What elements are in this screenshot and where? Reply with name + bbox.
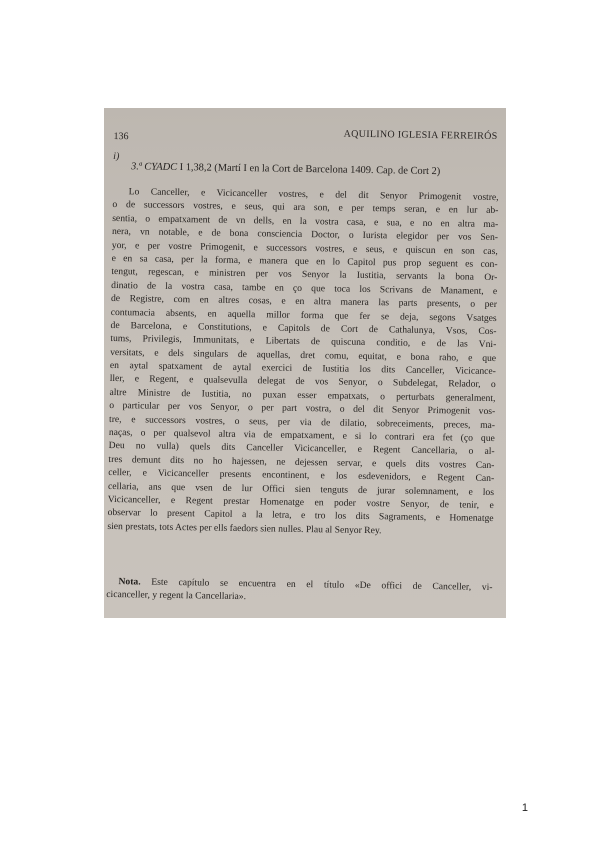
body-line: Lo Canceller, e Vicicanceller vostres, e del dit Senyor Primogenit vostre,	[128, 186, 499, 204]
body-line: o de successors vostres, e seus, qui ara son, e per temps seran, e en lur ab-	[112, 199, 499, 217]
body-line: tengut, regescan, e ministren per vos Senyor la Iustitia, servants la bona Or-	[111, 266, 498, 284]
section-heading	[131, 161, 505, 178]
body-line: ller, e Regent, e qualsevulla delegat de vos Senyor, o Subdelegat, Relador, o	[109, 373, 496, 391]
body-line: Vicicanceller, e Regent prestar Homenatge en poder vostre Senyor, de tenir, e	[107, 493, 494, 511]
pdf-page-number: 1	[521, 802, 528, 814]
running-head	[113, 125, 497, 147]
book-page-number: 136	[113, 130, 129, 143]
body-line: observar lo present Capitol a la letra, e tro los dits Sagraments, e Homenatge	[107, 507, 494, 525]
running-title: AQUILINO IGLESIA FERREIRÓS	[343, 128, 498, 143]
body-line: Deu no vulla) quels dits Canceller Vicicanceller, e Regent Cancellaria, o al-	[108, 440, 495, 458]
body-line: dinatio de la vostra casa, tambe en ço que toca los Scrivans de Manament, e	[111, 279, 498, 297]
body-line: celler, e Vicicanceller presents encontinent, e los esdevenidors, e Regent Can-	[108, 467, 495, 485]
scanned-page-content	[104, 108, 506, 618]
heading-reference: 3.ª CYADC	[130, 161, 178, 173]
body-line: contumacia absents, en aquella millor forma que fer se deja, segons Vsatges	[110, 306, 497, 324]
body-line: de Barcelona, e Constitutions, e Capitols de Cort de Cathalunya, Vsos, Cos-	[110, 319, 497, 337]
body-line: de Registre, com en altres cosas, e en altra manera las parts presents, o per	[110, 293, 498, 311]
note-text-1: Este capítulo se encuentra en el título «De offici de Canceller, vi-	[140, 576, 493, 594]
note-label: Nota.	[118, 576, 141, 588]
body-line: nera, vn notable, e de bona consciencia Doctor, o Iurista elegidor per vos Sen-	[111, 226, 499, 244]
heading-text: I 1,38,2 (Martí I en la Cort de Barcelona 1409. Cap. de Cort 2)	[176, 161, 441, 178]
body-line: versitats, e dels singulars de aquellas, dret comu, equitat, e bona raho, e que	[110, 346, 497, 364]
body-line: sentia, o empatxament de vn dells, en la vostra casa, e sua, e no en altra ma-	[112, 212, 499, 230]
body-line: tre, e successors vostres, o seus, per via de dilatio, sobreceiments, preces, ma-	[109, 413, 496, 431]
note-line: cicanceller, y regent la Cancellaria».	[106, 589, 247, 603]
body-paragraph	[107, 185, 498, 539]
body-line: tums, Privilegis, Immunitats, e Libertats de quiscuna conditio, e de las Vni-	[110, 333, 497, 351]
scanned-page-photo	[104, 108, 506, 618]
body-line: e en sa casa, per la forma, e manera que en lo Capitol pus prop seguent es con-	[111, 252, 498, 270]
body-line: naças, o per qualsevol altra via de empatxament, e si lo contrari era fet (ço que	[108, 426, 495, 445]
body-line: yor, e per vostre Primogenit, e successors vostres, e seus, e quiscun en son cas,	[111, 239, 498, 257]
body-line: cellaria, ans que vsen de lur Offici sien tenguts de jurar solemnament, e los	[107, 480, 495, 498]
body-line: sien prestats, tots Actes per ells faedors sien nulles. Plau al Senyor Rey.	[107, 520, 382, 537]
body-line: tres demunt dits no ho hajessen, ne dejessen servar, e quels dits vostres Can-	[108, 453, 495, 471]
body-line: altre Ministre de Iustitia, no puxan esser empatxats, o perturbats generalment,	[109, 386, 496, 404]
section-label: i)	[113, 150, 120, 163]
body-line: en aytal spatxament de aytal exercici de Iustitia los dits Canceller, Vicicance-	[109, 360, 496, 378]
body-line: o particular per vos Senyor, o per part vostra, o del dit Senyor Primogenit vos-	[109, 400, 496, 418]
note-paragraph	[106, 575, 492, 608]
